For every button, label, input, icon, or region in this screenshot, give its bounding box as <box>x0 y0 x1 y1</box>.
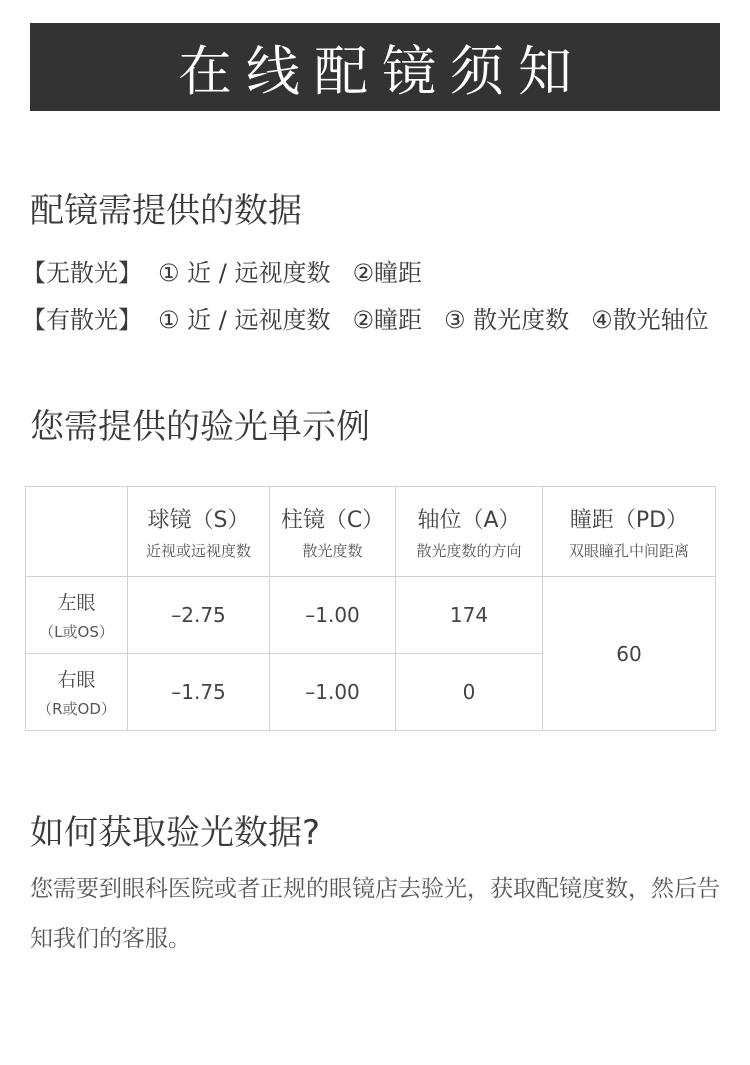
header-sub: 散光度数的方向 <box>416 541 522 560</box>
requirement-item: ④散光轴位 <box>591 306 709 334</box>
header-sub: 近视或远视度数 <box>145 541 251 560</box>
header-main: 瞳距（PD） <box>569 507 689 533</box>
page-title: 在线配镜须知 <box>178 39 586 103</box>
section-title-sample-prescription: 您需提供的验光单示例 <box>30 407 370 447</box>
header-main: 柱镜（C） <box>280 507 385 533</box>
table-row-left-eye <box>26 577 716 654</box>
cylinder-value: –1.00 <box>270 577 396 654</box>
header-sub: 散光度数 <box>302 541 363 560</box>
eye-label: 右眼 <box>57 669 96 691</box>
axis-value: 174 <box>396 577 543 654</box>
requirement-item: ②瞳距 <box>352 259 423 287</box>
cylinder-value: –1.00 <box>270 654 396 731</box>
astigmatism-tag: 【有散光】 <box>22 306 142 334</box>
table-corner-cell <box>26 487 128 577</box>
axis-value: 0 <box>396 654 543 731</box>
section-title-how-to-get-data: 如何获取验光数据? <box>30 813 321 853</box>
requirement-item: ① 近 / 远视度数 <box>158 306 331 334</box>
no-astigmatism-line <box>22 253 444 288</box>
eye-label-cell <box>26 654 128 731</box>
header-main: 轴位（A） <box>417 507 521 533</box>
eye-label-cell <box>26 577 128 654</box>
eye-code: （R或OD） <box>37 700 116 718</box>
requirement-item: ②瞳距 <box>352 306 423 334</box>
header-pd <box>543 487 716 577</box>
header-axis <box>396 487 543 577</box>
sphere-value: –1.75 <box>128 654 270 731</box>
astigmatism-line <box>22 300 709 335</box>
section-title-required-data: 配镜需提供的数据 <box>30 191 302 231</box>
eye-code: （L或OS） <box>39 623 114 641</box>
header-main: 球镜（S） <box>147 507 250 533</box>
header-sphere <box>128 487 270 577</box>
table-header-row <box>26 487 716 577</box>
sphere-value: –2.75 <box>128 577 270 654</box>
no-astigmatism-tag: 【无散光】 <box>22 259 142 287</box>
page-title-banner <box>30 23 720 111</box>
requirement-item: ③ 散光度数 <box>444 306 570 334</box>
instruction-paragraph: 您需要到眼科医院或者正规的眼镜店去验光，获取配镜度数，然后告知我们的客服。 <box>30 876 720 952</box>
header-sub: 双眼瞳孔中间距离 <box>568 541 689 560</box>
prescription-table <box>25 486 716 731</box>
requirement-item: ① 近 / 远视度数 <box>158 259 331 287</box>
eye-label: 左眼 <box>57 592 96 614</box>
pd-value: 60 <box>543 577 716 731</box>
header-cylinder <box>270 487 396 577</box>
